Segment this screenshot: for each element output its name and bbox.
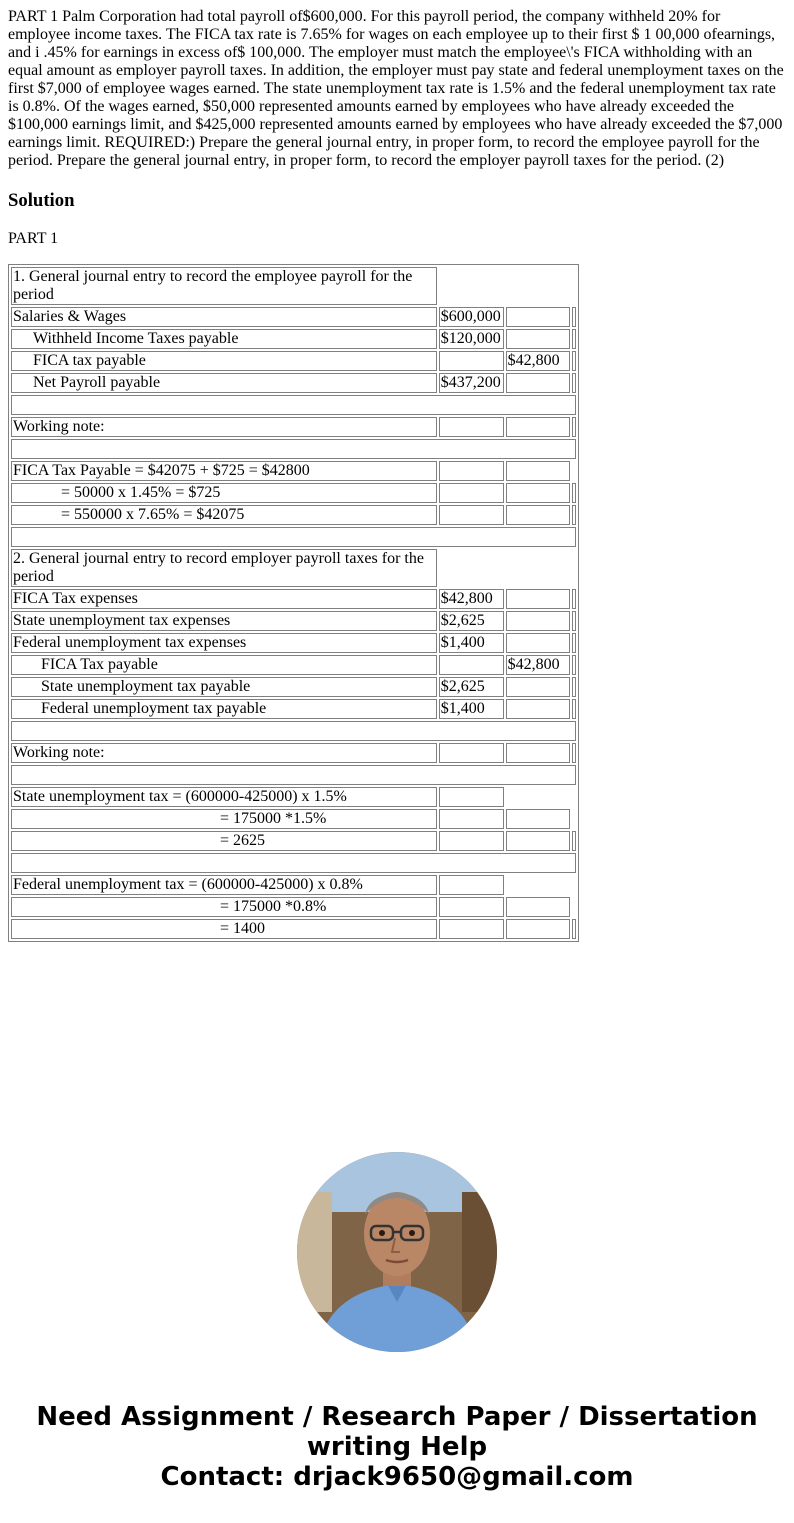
part-label: PART 1 xyxy=(8,230,59,247)
debit-amount xyxy=(439,655,504,675)
account-name: State unemployment tax expenses xyxy=(11,611,437,631)
table-row xyxy=(11,677,576,697)
table-row xyxy=(11,549,576,587)
credit-amount xyxy=(506,373,570,393)
debit-amount xyxy=(439,351,504,371)
account-name: FICA Tax expenses xyxy=(11,589,437,609)
table-row xyxy=(11,655,576,675)
contact-line: Contact: drjack9650@gmail.com xyxy=(160,1462,634,1492)
table-row xyxy=(11,461,576,481)
promo-section xyxy=(0,1152,794,1492)
table-row xyxy=(11,897,576,917)
working-note-line: State unemployment tax = (600000-425000) x 1.5% xyxy=(11,787,437,807)
journal-table xyxy=(8,264,579,942)
table-row xyxy=(11,329,576,349)
account-name: Federal unemployment tax expenses xyxy=(11,633,437,653)
working-note-line: Federal unemployment tax = (600000-425000) x 0.8% xyxy=(11,875,437,895)
table-row xyxy=(11,611,576,631)
table-row xyxy=(11,743,576,763)
account-name: State unemployment tax payable xyxy=(41,678,251,695)
working-note-line: = 1400 xyxy=(220,920,266,937)
entry2-title: 2. General journal entry to record employer payroll taxes for the period xyxy=(11,549,437,587)
table-row xyxy=(11,919,576,939)
table-row xyxy=(11,417,576,437)
credit-amount xyxy=(506,329,570,349)
entry1-title: 1. General journal entry to record the employee payroll for the period xyxy=(11,267,437,305)
table-row xyxy=(11,633,576,653)
table-row xyxy=(11,351,576,371)
tutor-portrait-image xyxy=(297,1152,497,1352)
account-name: Federal unemployment tax payable xyxy=(41,700,267,717)
table-row xyxy=(11,505,576,525)
table-row xyxy=(11,831,576,851)
help-line: Need Assignment / Research Paper / Dissertation writing Help xyxy=(36,1402,758,1462)
account-name: Net Payroll payable xyxy=(33,374,161,391)
table-row xyxy=(11,875,576,895)
working-note-label: Working note: xyxy=(11,743,437,763)
debit-amount: $42,800 xyxy=(439,589,504,609)
credit-amount xyxy=(506,699,570,719)
help-message xyxy=(0,1402,794,1492)
debit-amount: $1,400 xyxy=(439,699,504,719)
account-name: FICA Tax payable xyxy=(41,656,158,673)
credit-amount xyxy=(506,633,570,653)
table-row xyxy=(11,373,576,393)
credit-amount: $42,800 xyxy=(506,655,570,675)
credit-amount: $42,800 xyxy=(506,351,570,371)
debit-amount: $437,200 xyxy=(439,373,504,393)
working-note-line: = 50000 x 1.45% = $725 xyxy=(61,484,221,501)
question-text: PART 1 Palm Corporation had total payroll of$600,000. For this payroll period, the company withheld 20% for employee income taxes. The FICA tax rate is 7.65% for wages on each employee up to their first $ 1 00,000 ofearnings, and i .45% for earnings in excess of$ 100,000. The employer must match the employee\'s FICA withholding with an equal amount as employer payroll taxes. In addition, the employer must pay state and federal unemployment taxes on the first $7,000 of employee wages earned. The state unemployment tax rate is 1.5% and the federal unemployment tax rate is 0.8%. Of the wages earned, $50,000 represented amounts earned by employees who have already exceeded the $100,000 earnings limit, and $425,000 represented amounts earned by employees who have already exceeded the $7,000 earnings limit. REQUIRED:) Prepare the general journal entry, in proper form, to record the employee payroll for the period. Prepare the general journal entry, in proper form, to record the employer payroll taxes for the period. (2) xyxy=(8,8,784,169)
account-name: Salaries & Wages xyxy=(11,307,437,327)
debit-amount: $2,625 xyxy=(439,611,504,631)
account-name: FICA tax payable xyxy=(33,352,146,369)
credit-amount xyxy=(506,677,570,697)
table-row xyxy=(11,483,576,503)
table-row xyxy=(11,267,576,305)
table-row xyxy=(11,809,576,829)
debit-amount: $1,400 xyxy=(439,633,504,653)
table-row xyxy=(11,589,576,609)
credit-amount xyxy=(506,589,570,609)
table-row xyxy=(11,307,576,327)
account-name: Withheld Income Taxes payable xyxy=(33,330,239,347)
working-note-line: FICA Tax Payable = $42075 + $725 = $42800 xyxy=(11,461,437,481)
working-note-line: = 550000 x 7.65% = $42075 xyxy=(61,506,245,523)
debit-amount: $2,625 xyxy=(439,677,504,697)
solution-heading: Solution xyxy=(8,190,75,211)
working-note-line: = 2625 xyxy=(220,832,266,849)
working-note-line: = 175000 *0.8% xyxy=(220,898,327,915)
credit-amount xyxy=(506,307,570,327)
table-row xyxy=(11,699,576,719)
working-note-label: Working note: xyxy=(11,417,437,437)
table-row xyxy=(11,787,576,807)
avatar xyxy=(297,1152,497,1352)
debit-amount: $600,000 xyxy=(439,307,504,327)
credit-amount xyxy=(506,611,570,631)
working-note-line: = 175000 *1.5% xyxy=(220,810,327,827)
debit-amount: $120,000 xyxy=(439,329,504,349)
